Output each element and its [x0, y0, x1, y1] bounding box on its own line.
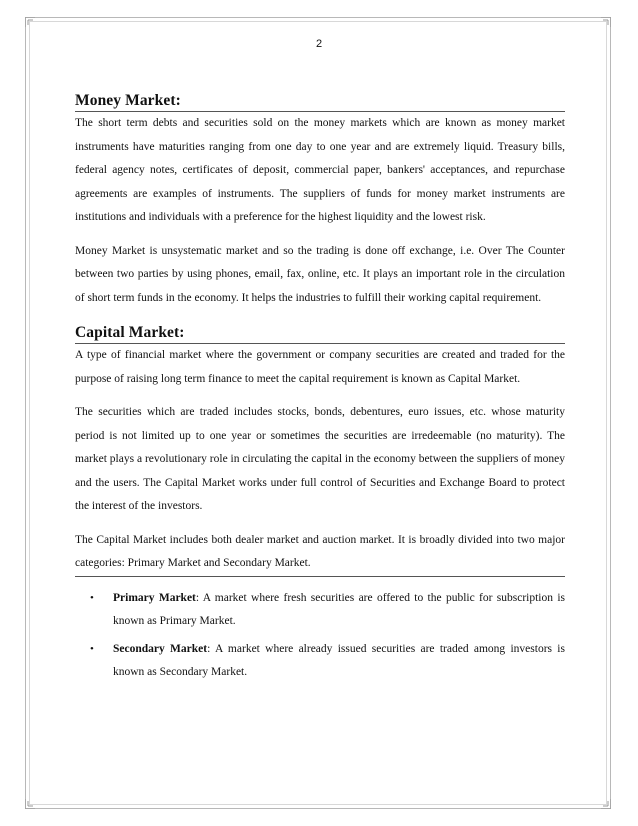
market-categories-list: [75, 587, 565, 685]
bullet-icon: •: [90, 591, 94, 604]
list-item-text: : A market where already issued securities are traded among investors is known as Secondary Market.: [113, 642, 565, 678]
list-item: [75, 587, 565, 634]
page-number: 2: [315, 38, 323, 50]
paragraph: Money Market is unsystematic market and so the trading is done off exchange, i.e. Over The Counter between two parties by using phones, email, fax, online, etc. It plays an important role in the circulation of short term funds in the economy. It helps the industries to fulfill their working capital requirement.: [75, 244, 565, 304]
corner-ornament-top-right: [601, 17, 611, 27]
bullet-icon: •: [90, 642, 94, 655]
corner-ornament-bottom-left: [25, 799, 35, 809]
corner-ornament-bottom-right: [601, 799, 611, 809]
list-item-text: : A market where fresh securities are offered to the public for subscription is known as Primary Market.: [113, 591, 565, 627]
paragraph: The securities which are traded includes stocks, bonds, debentures, euro issues, etc. whose maturity period is not limited up to one year or sometimes the securities are irredeemable (no maturity). The market plays a revolutionary role in circulating the capital in the economy between the suppliers of money and the users. The Capital Market works under full control of Securities and Exchange Board to protect the interest of the investors.: [75, 406, 565, 512]
list-item-term: Secondary Market: [113, 642, 208, 655]
list-item-term: Primary Market: [113, 591, 196, 604]
list-item: [75, 638, 565, 685]
section-heading-capital-market: Capital Market:: [75, 324, 565, 344]
paragraph: The Capital Market includes both dealer market and auction market. It is broadly divided into two major categories: Primary Market and Secondary Market.: [75, 529, 565, 577]
paragraph: The short term debts and securities sold on the money markets which are known as money market instruments have maturities ranging from one day to one year and are extremely liquid. Treasury bills, federal agency notes, certificates of deposit, commercial paper, bankers' acceptances, and repurchase agreements are examples of instruments. The suppliers of funds for money market instruments are institutions and individuals with a preference for the highest liquidity and the lowest risk.: [75, 117, 565, 223]
document-body: [75, 92, 565, 685]
section-heading-money-market: Money Market:: [75, 92, 565, 112]
paragraph: A type of financial market where the government or company securities are created and traded for the purpose of raising long term finance to meet the capital requirement is known as Capital Market.: [75, 349, 565, 385]
corner-ornament-top-left: [25, 17, 35, 27]
